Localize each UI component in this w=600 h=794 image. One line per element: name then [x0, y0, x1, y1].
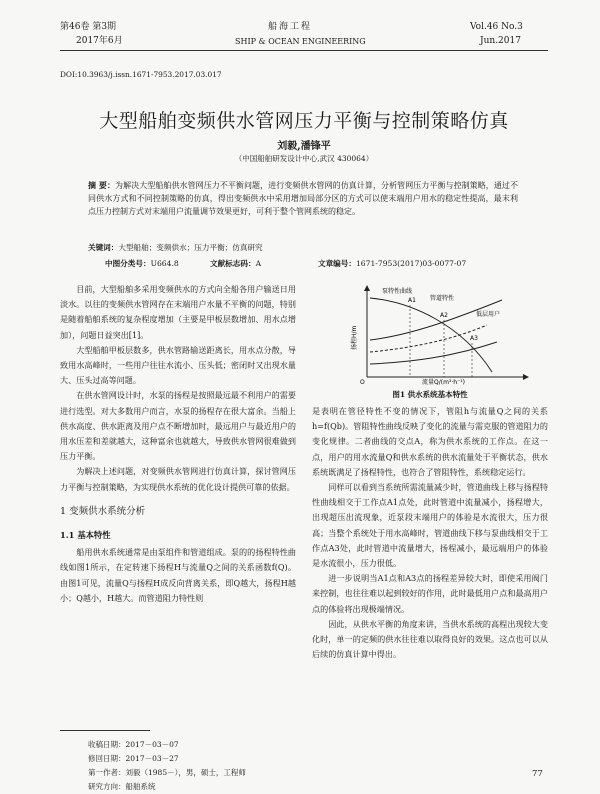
header-rule [60, 50, 548, 51]
intro-paragraph: 在供水管网设计时，水泵的扬程是按照最远最不利用户的需要进行选型。对大多数用户而言，水泵的扬程存在很大富余。当船上供水高度、供水距离及用户点不断增加时，最远用户与最近用户的用水压差和差就越大，这种富余也就越大，导致供水管网很难做到压力平衡。 [60, 390, 296, 462]
header-date-en: Jun.2017 [480, 36, 521, 46]
point-label-a3: A3 [470, 335, 478, 342]
doc-code: 文献标志码：A [210, 259, 262, 268]
origin-label: O [360, 379, 365, 385]
abstract [88, 179, 518, 218]
point-label-a2: A2 [440, 312, 448, 319]
clc-number: 中图分类号：U664.8 [105, 259, 179, 268]
abstract-text: 为解决大型船舶供水管网压力不平衡问题，进行变频供水管网的仿真计算，分析管网压力平衡与控制策略，通过不同供水方式和不同控制策略的仿真，得出变频供水中采用增加局部分区的方式可以使末端用户用水的稳定性提高，最末利点压力控制方式对末端用户流量调节效果更好，可利于整个管网系统的稳定。 [88, 181, 518, 216]
subsection-heading: 1.1 基本特性 [60, 530, 111, 541]
body-paragraph: 船用供水系统通常是由泵组件和管道组成。泵的的扬程特性曲线如图1所示，在定转速下扬程H与流量Q之间的关系函数f(Q)。由图1可见，流量Q与扬程H成反向背离关系，即Q越大，扬程H越小；Q越小，H越大。而管道阻力特性则 [60, 547, 296, 603]
right-column [312, 404, 548, 662]
footnote-rule [60, 730, 150, 731]
body-paragraph: 同样可以看到当系统所需流量减少时，管道曲线上移与扬程特性曲线相交于工作点A1点处，此时管道中流量减小，扬程增大，出现超压出流现象，近泵段末端用户的体验是水流很大，压力很高；当整个系统处于用水高峰时，管道曲线下移与泵曲线相交于工作点A3处，此时管道中流量增大，扬程减小，最远端用户的体验是水流很小，压力很低。 [312, 482, 548, 569]
intro-paragraph: 大型船舶甲板层数多，供水管路输送距离长，用水点分散，导致用水高峰时，一些用户往往水流小、压头低；密闭时又出现水量大、压头过高等问题。 [60, 344, 296, 386]
affiliation: （中国船舶研发设计中心,武汉 430064） [234, 154, 374, 163]
section-heading: 1 变频供水系统分析 [60, 505, 146, 517]
abstract-label: 摘 要： [88, 180, 116, 190]
y-axis-label: 扬程H/m [351, 325, 358, 350]
header-volume: 第46卷 第3期 [60, 22, 117, 32]
low-user-label: 低层用户 [476, 311, 501, 318]
revised-date: 修回日期：2017－03－27 [88, 754, 179, 763]
body-paragraph: 因此，从供水平衡的角度来讲，当供水系统的高程出现较大变化时，单一的定频的供水往往难以取得良好的效果。这点也可以从后续的仿真计算中得出。 [312, 618, 548, 660]
intro-paragraph: 目前，大型船舶多采用变频供水的方式向全船各用户输送日用淡水。以往的变频供水管网存在末端用户水量不平衡的问题，特别是随着船舶系统的复杂程度增加（主要是甲板层数增加、用水点增加），问题日益突出[1]。 [60, 284, 296, 340]
research-field: 研究方向：船舶系统 [88, 782, 156, 791]
x-axis-label: 流量Q/(m³·h⁻¹) [422, 379, 465, 385]
paper-title: 大型船舶变频供水管网压力平衡与控制策略仿真 [99, 110, 509, 132]
doi: DOI:10.3963/j.issn.1671-7953.2017.03.017 [60, 70, 222, 79]
header-vol-en: Vol.46 No.3 [470, 22, 523, 32]
journal-name-cn: 船海工程 [268, 22, 313, 32]
figure-1-caption: 图1 供水系统基本特性 [392, 390, 468, 399]
keywords-text: 大型船舶；变频供水；压力平衡；仿真研究 [118, 243, 263, 252]
pump-curve-label: 泵特性曲线 [382, 288, 413, 295]
header-date: 2017年6月 [76, 36, 123, 46]
journal-name-en: SHIP & OCEAN ENGINEERING [235, 37, 366, 46]
first-author: 第一作者：刘毅（1985－），男，硕士，工程师 [88, 768, 246, 777]
body-paragraph: 进一步说明当A1点和A3点的扬程差异较大时，即使采用阀门来控制，也往往难以起到较好的作用，此时最低用户点和最高用户点的体验将出现极端情况。 [312, 573, 548, 614]
figure-1-diagram [312, 280, 548, 385]
intro-paragraph: 为解决上述问题，对变频供水管网进行仿真计算，探讨管网压力平衡与控制策略，为实现供水系统的优化设计提供可靠的依据。 [60, 466, 296, 492]
keywords [88, 242, 518, 253]
pipe-curve-upper [370, 300, 502, 340]
footnotes [88, 738, 298, 794]
keywords-label: 关键词： [88, 243, 119, 252]
article-number: 文章编号：1671-7953(2017)03-0077-07 [318, 259, 467, 268]
received-date: 收稿日期：2017－03－07 [88, 740, 179, 749]
authors: 刘毅,潘锋平 [277, 141, 331, 152]
pipe-curve-label: 管道特性 [430, 295, 455, 302]
left-column [60, 282, 296, 606]
page-number: 77 [532, 769, 543, 779]
body-paragraph: 是表明在管径特性不变的情况下，管阻h与流量Q之间的关系h=f(Qb)。管阻特性曲线反映了变化的流量与需克服的管道阻力的变化规律。二者曲线的交点A，称为供水系统的工作点。在这一点，用户的用水流量Q和供水系统的供水流量处于平衡状态，供水系统既满足了扬程特性，也符合了管阻特性，系统稳定运行。 [312, 406, 548, 477]
point-label-a1: A1 [408, 297, 416, 304]
